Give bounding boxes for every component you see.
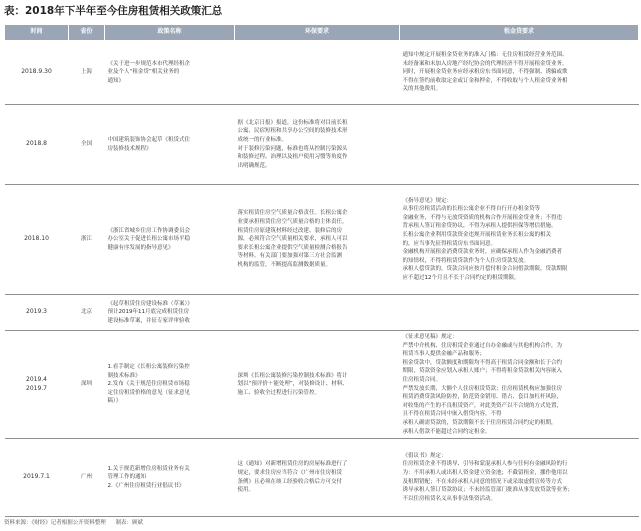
finance-line: 同时，开展租金贷业务应经承租房东书面同意，不得强制、诱骗或欺 bbox=[402, 69, 568, 76]
cell-time bbox=[5, 41, 69, 105]
finance-line: 不以住房租赁名义从事非法集资活动。 bbox=[402, 495, 497, 502]
time-text: 2018.9.30 bbox=[21, 68, 52, 76]
cell-policy bbox=[105, 41, 235, 105]
cell-time bbox=[5, 439, 69, 517]
env-line: 使用。 bbox=[237, 487, 255, 494]
policy-line: 定住房租赁价格的意见（征求意见 bbox=[107, 389, 191, 396]
env-line: 出明确规范。 bbox=[237, 162, 271, 169]
table-row bbox=[5, 41, 639, 105]
header-finance: 租金贷要求 bbox=[400, 25, 639, 41]
cell-policy bbox=[105, 185, 235, 295]
finance-line: 不得在签约前收取定金或订金和押金，不得收取与个人租金贷业务相 bbox=[402, 77, 568, 84]
table-row bbox=[5, 439, 639, 517]
policy-line: 1.关于规范新增住房租赁业务有关 bbox=[107, 465, 190, 472]
cell-env bbox=[235, 295, 400, 331]
finance-line: 金融机构开展租金消费贷款业务时，应确保承租人作为金融消费者 bbox=[402, 249, 563, 256]
finance-line: 期限，贷款资金应划入承租人账户；不得将租金贷款相关内容嵌入 bbox=[402, 368, 563, 375]
policy-line: 2.发布《关于规范住房租赁市场稳 bbox=[107, 381, 190, 388]
cell-finance bbox=[400, 105, 639, 185]
env-line: 落实租赁住房空气质量合格责任。长租公寓企 bbox=[237, 210, 348, 217]
cell-province: 广州 bbox=[69, 439, 105, 517]
table-title: 表：2018年下半年至今住房租赁相关政策汇总 bbox=[4, 5, 223, 17]
cell-policy bbox=[105, 439, 235, 517]
finance-line: 为：不用承租人或出租人资金建立资金池；不截留租金，挪作他用以 bbox=[402, 470, 568, 477]
time-text: 2019.7.1 bbox=[23, 473, 50, 481]
policy-line: 制技术标准》 bbox=[107, 372, 141, 379]
cell-time bbox=[5, 295, 69, 331]
cell-time bbox=[5, 331, 69, 439]
finance-line: 租赁当事人提供金融产品和服务； bbox=[402, 351, 486, 358]
finance-line: 对收集的产生的不良租赁资产，对此类资产以不合规的方式处置， bbox=[402, 402, 563, 409]
cell-env bbox=[235, 439, 400, 517]
finance-line: 及租期错配；不在未经承租人同意的情况下或采取虚假宣传等方式 bbox=[402, 478, 563, 485]
policy-line: 房装修技术规程》 bbox=[107, 145, 152, 152]
finance-line: 《征求意见稿》规定： bbox=[402, 334, 458, 340]
cell-finance bbox=[400, 185, 639, 295]
finance-line: 从事住房租赁活动的长租公寓企业不得自行开办租金贷等 bbox=[402, 206, 541, 213]
table-row bbox=[5, 185, 639, 295]
policy-line: 业及个人“租金贷”相关业务的 bbox=[107, 69, 180, 76]
finance-line: 诱导承租人签订贷款协议；不未经监管部门批准从事发放贷款等业务； bbox=[402, 487, 574, 494]
header-time: 时间 bbox=[5, 25, 69, 41]
header-policy: 政策名称 bbox=[105, 25, 235, 41]
finance-line: 应不超过12个月且不长于合同约定的租赁期限。 bbox=[402, 274, 520, 281]
env-line: 要求长租公寓企业提供空气质量检测合格报告 bbox=[237, 244, 348, 251]
cell-policy bbox=[105, 331, 235, 439]
header-env: 环保要求 bbox=[235, 25, 400, 41]
finance-line: 严禁发放长期、大额个人住房租赁贷款；住房租赁机构应加强住房 bbox=[402, 385, 563, 392]
finance-line: 背承租人签订租金贷协议，不得为承租人提供担保等增信措施。 bbox=[402, 223, 557, 230]
finance-line: 的，应当事先征得租赁房东书面同意。 bbox=[402, 240, 497, 247]
time-text: 2019.3 bbox=[26, 308, 47, 316]
policy-line: 通知》 bbox=[107, 77, 125, 84]
finance-line: 未经备案和未加入房地产经纪协会的代理经济不得开展租金贷业务。 bbox=[402, 60, 568, 67]
cell-env bbox=[235, 331, 400, 439]
table-row bbox=[5, 295, 639, 331]
env-line: 对于装修污染问题，标准也将从控制污染源头 bbox=[237, 145, 348, 152]
policy-line: 1.看手制定《长租公寓装修污染控 bbox=[107, 364, 190, 371]
env-line: 成统一的行业标准。 bbox=[237, 136, 288, 143]
policy-line: 中国建筑装饰协会起草《租赁式住 bbox=[107, 136, 191, 143]
policy-line: 2.《广州住房租赁行业倡议书》 bbox=[107, 482, 185, 489]
finance-line: 租金贷款中，贷款额度和期限均不得高于租赁合同金额和长于合约 bbox=[402, 359, 563, 366]
cell-policy bbox=[105, 105, 235, 185]
finance-line: 的知情权，不得将租赁贷款作为个人住房贷款发放。 bbox=[402, 257, 530, 264]
cell-province: 深圳 bbox=[69, 331, 105, 439]
policy-line: 办公室关于促进长租公寓市场平稳 bbox=[107, 236, 191, 243]
cell-finance bbox=[400, 41, 639, 105]
policy-line: 健康有序发展的指导意见》 bbox=[107, 244, 174, 251]
cell-province: 浙江 bbox=[69, 185, 105, 295]
cell-province: 北京 bbox=[69, 295, 105, 331]
cell-env bbox=[235, 105, 400, 185]
env-line: 租赁住房原建筑材料经过改建、装修后的房 bbox=[237, 227, 343, 234]
header-province: 省份 bbox=[69, 25, 105, 41]
cell-province: 上海 bbox=[69, 41, 105, 105]
env-line: 划以“预评价＋能处理”，对装修设计、材料、 bbox=[237, 381, 348, 388]
time-text: 2018.8 bbox=[26, 140, 47, 148]
finance-line: 金融业务，不得与无放贷资质的机构合作开展租金贷业务；不得违 bbox=[402, 214, 563, 221]
cell-finance bbox=[400, 439, 639, 517]
finance-line: 承租人确需贷款的，贷款期限不长于住房租赁合同约定的租期， bbox=[402, 419, 557, 426]
cell-finance bbox=[400, 331, 639, 439]
finance-line: 承租人偿贷款的，贷款合同应按月偿付租金合同借款期限，贷款期限 bbox=[402, 266, 568, 273]
finance-line: 住房租赁企业不得诱导、引导和蒙混承租人参与任何有金融风险的行 bbox=[402, 461, 568, 468]
policy-line: 《浙江省城乡住房工作协调委员会 bbox=[107, 227, 191, 234]
time-text: 2018.10 bbox=[24, 235, 49, 243]
policy-line: 《起草租赁住房建设标准（草案）》 bbox=[107, 300, 193, 307]
finance-line: 通知中规定开展租金贷业务的准入门槛：无住房租赁经营业务范围、 bbox=[402, 52, 568, 59]
cell-env bbox=[235, 185, 400, 295]
env-line: 公寓、民宿短租和共享办公空间的装修技术形 bbox=[237, 128, 348, 135]
table-row bbox=[5, 105, 639, 185]
policy-table bbox=[4, 24, 639, 517]
finance-line: 且不得在租赁合同中嵌入借贷内容，不得 bbox=[402, 411, 502, 418]
cell-time bbox=[5, 185, 69, 295]
env-line: 施工、验收全过程进行污染管控。 bbox=[237, 389, 321, 396]
env-line: 源，必须符合空气质量相关要求，承租人可以 bbox=[237, 236, 348, 243]
policy-line: 《关于进一步规范本市代理经租企 bbox=[107, 60, 191, 67]
env-line: 这《通知》对新增租赁住房的房屋标准进行了 bbox=[237, 461, 348, 468]
table-row bbox=[5, 331, 639, 439]
policy-line: 建设标准草案，并征专家评审验收 bbox=[107, 317, 191, 324]
env-line: 机构的监管，不断提高监测数据质量。 bbox=[237, 261, 332, 268]
policy-line: 稿）》 bbox=[107, 398, 122, 405]
cell-policy bbox=[105, 295, 235, 331]
footer-maker: 制表：顾斌 bbox=[115, 520, 144, 526]
table-header-row bbox=[5, 25, 639, 41]
policy-line: 管理工作的通知 bbox=[107, 474, 147, 481]
env-line: 等材料。有关部门要加强对第三方社会监测 bbox=[237, 253, 343, 260]
footer bbox=[4, 518, 151, 526]
finance-line: 《指导意见》规定： bbox=[402, 197, 453, 204]
footer-source: 资料来源：《财经》记者根据公开资料整理 bbox=[4, 520, 106, 526]
finance-line: 住房租赁合同。 bbox=[402, 376, 442, 383]
finance-line: 严禁中介机构、住房租赁企业通过自办金融或与其他机构合作，为 bbox=[402, 342, 563, 349]
time-text: 2019.4 2019.7 bbox=[26, 375, 47, 392]
cell-province: 全国 bbox=[69, 105, 105, 185]
env-line: 深圳《长租公寓装修污染控制技术标准》将计 bbox=[237, 372, 348, 379]
env-line: 条例》且必须在竣工经验收合格后方可交付 bbox=[237, 478, 343, 485]
policy-line: 预计2019年11月底完成租赁住房 bbox=[107, 309, 189, 316]
finance-line: 长租公寓企业利用贷款资金违规开展租赁业务长租公寓的相关 bbox=[402, 231, 552, 238]
env-line: 和装修过程、治理以及租户使用习惯等角度作 bbox=[237, 154, 348, 161]
finance-line: 《倡议书》规定： bbox=[402, 452, 447, 459]
env-line: 规定，要求住房应当符合《广州市住房租赁 bbox=[237, 470, 343, 477]
env-line: 据《北京日报》报道，这份标准将对目前长租 bbox=[237, 119, 348, 126]
env-line: 业要承担租赁住房空气质量合格的主体责任， bbox=[237, 219, 348, 226]
cell-env bbox=[235, 41, 400, 105]
finance-line: 关的其他费用。 bbox=[402, 86, 442, 93]
cell-finance bbox=[400, 295, 639, 331]
finance-line: 租赁消费贷款风险防控，防范资金错用、错占、套目加杠杆风险， bbox=[402, 394, 563, 401]
cell-time bbox=[5, 105, 69, 185]
finance-line: 承租人借款不能超过合同约定租金。 bbox=[402, 428, 491, 435]
